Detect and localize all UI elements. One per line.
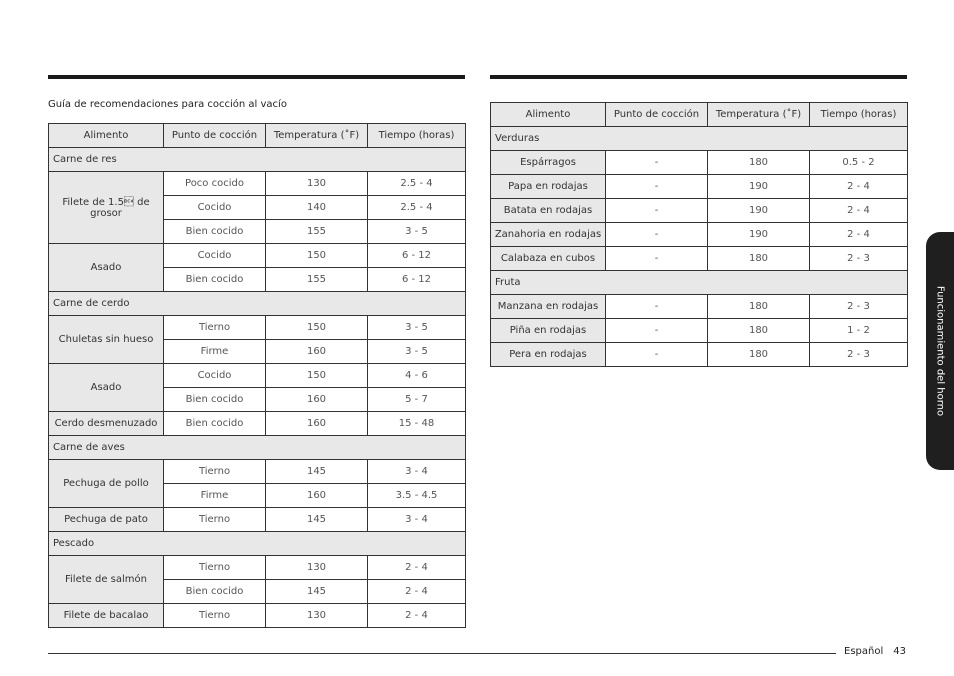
doneness-cell: Tierno xyxy=(164,460,266,484)
food-name: Chuletas sin hueso xyxy=(49,316,164,364)
doneness-cell: Cocido xyxy=(164,364,266,388)
category-label: Carne de cerdo xyxy=(49,292,466,316)
food-name: Pera en rodajas xyxy=(491,343,606,367)
doneness-cell: Tierno xyxy=(164,556,266,580)
sous-vide-meat-table xyxy=(48,123,466,628)
food-name: Piña en rodajas xyxy=(491,319,606,343)
left-header-rule xyxy=(48,75,465,79)
time-cell: 4 - 6 xyxy=(368,364,466,388)
temperature-cell: 150 xyxy=(266,244,368,268)
temperature-cell: 160 xyxy=(266,340,368,364)
time-cell: 6 - 12 xyxy=(368,268,466,292)
time-cell: 2 - 4 xyxy=(368,604,466,628)
page-number: 43 xyxy=(893,646,906,657)
food-name: Zanahoria en rodajas xyxy=(491,223,606,247)
column-header: Punto de cocción xyxy=(606,103,708,127)
food-name: Manzana en rodajas xyxy=(491,295,606,319)
temperature-cell: 130 xyxy=(266,172,368,196)
temperature-cell: 180 xyxy=(708,247,810,271)
time-cell: 2 - 4 xyxy=(368,556,466,580)
food-name: Pechuga de pollo xyxy=(49,460,164,508)
food-name: Filete de bacalao xyxy=(49,604,164,628)
column-header: Tiempo (horas) xyxy=(368,124,466,148)
doneness-cell: - xyxy=(606,175,708,199)
doneness-cell: Poco cocido xyxy=(164,172,266,196)
table-row xyxy=(491,343,908,367)
column-header: Temperatura (˚F) xyxy=(266,124,368,148)
time-cell: 2 - 4 xyxy=(368,580,466,604)
time-cell: 2 - 3 xyxy=(810,247,908,271)
time-cell: 2.5 - 4 xyxy=(368,196,466,220)
temperature-cell: 130 xyxy=(266,604,368,628)
table-row xyxy=(491,295,908,319)
column-header: Tiempo (horas) xyxy=(810,103,908,127)
time-cell: 3 - 4 xyxy=(368,508,466,532)
food-name: Cerdo desmenuzado xyxy=(49,412,164,436)
doneness-cell: Cocido xyxy=(164,244,266,268)
table-row xyxy=(49,364,466,388)
time-cell: 2 - 3 xyxy=(810,343,908,367)
table-caption: Guía de recomendaciones para cocción al vacío xyxy=(48,99,287,110)
doneness-cell: - xyxy=(606,319,708,343)
doneness-cell: Tierno xyxy=(164,316,266,340)
temperature-cell: 155 xyxy=(266,268,368,292)
food-name: Pechuga de pato xyxy=(49,508,164,532)
temperature-cell: 190 xyxy=(708,175,810,199)
temperature-cell: 180 xyxy=(708,319,810,343)
category-label: Carne de aves xyxy=(49,436,466,460)
page-footer xyxy=(844,646,906,657)
table-row xyxy=(491,175,908,199)
time-cell: 2.5 - 4 xyxy=(368,172,466,196)
time-cell: 0.5 - 2 xyxy=(810,151,908,175)
time-cell: 2 - 4 xyxy=(810,175,908,199)
footer-language: Español xyxy=(844,646,884,657)
time-cell: 2 - 3 xyxy=(810,295,908,319)
doneness-cell: Firme xyxy=(164,484,266,508)
category-label: Fruta xyxy=(491,271,908,295)
food-name: Filete de salmón xyxy=(49,556,164,604)
doneness-cell: - xyxy=(606,199,708,223)
table-row xyxy=(49,604,466,628)
category-row xyxy=(491,271,908,295)
table-header-row xyxy=(491,103,908,127)
temperature-cell: 190 xyxy=(708,199,810,223)
temperature-cell: 150 xyxy=(266,364,368,388)
table-row xyxy=(49,460,466,484)
doneness-cell: - xyxy=(606,247,708,271)
food-name: Batata en rodajas xyxy=(491,199,606,223)
doneness-cell: Bien cocido xyxy=(164,412,266,436)
table-row xyxy=(49,412,466,436)
food-name: Asado xyxy=(49,244,164,292)
category-row xyxy=(49,436,466,460)
temperature-cell: 190 xyxy=(708,223,810,247)
category-row xyxy=(49,292,466,316)
time-cell: 3 - 5 xyxy=(368,220,466,244)
column-header: Alimento xyxy=(491,103,606,127)
time-cell: 2 - 4 xyxy=(810,199,908,223)
table-row xyxy=(49,172,466,196)
doneness-cell: - xyxy=(606,151,708,175)
right-header-rule xyxy=(490,75,907,79)
time-cell: 3 - 4 xyxy=(368,460,466,484)
doneness-cell: Cocido xyxy=(164,196,266,220)
time-cell: 2 - 4 xyxy=(810,223,908,247)
category-label: Pescado xyxy=(49,532,466,556)
footer-rule xyxy=(48,653,836,654)
temperature-cell: 150 xyxy=(266,316,368,340)
temperature-cell: 160 xyxy=(266,412,368,436)
table-row xyxy=(491,151,908,175)
doneness-cell: Tierno xyxy=(164,508,266,532)
table-row xyxy=(49,244,466,268)
sous-vide-produce-table xyxy=(490,102,908,367)
doneness-cell: Bien cocido xyxy=(164,388,266,412)
doneness-cell: - xyxy=(606,343,708,367)
category-row xyxy=(49,148,466,172)
food-name: Asado xyxy=(49,364,164,412)
table-header-row xyxy=(49,124,466,148)
temperature-cell: 180 xyxy=(708,151,810,175)
food-name: Filete de 1.5 de grosor xyxy=(49,172,164,244)
table-row xyxy=(491,247,908,271)
table-row xyxy=(49,316,466,340)
doneness-cell: - xyxy=(606,223,708,247)
doneness-cell: Bien cocido xyxy=(164,268,266,292)
temperature-cell: 145 xyxy=(266,580,368,604)
category-label: Verduras xyxy=(491,127,908,151)
side-tab-label: Funcionamiento del horno xyxy=(934,285,946,417)
time-cell: 3 - 5 xyxy=(368,316,466,340)
temperature-cell: 155 xyxy=(266,220,368,244)
temperature-cell: 140 xyxy=(266,196,368,220)
category-row xyxy=(49,532,466,556)
time-cell: 3 - 5 xyxy=(368,340,466,364)
doneness-cell: Firme xyxy=(164,340,266,364)
temperature-cell: 180 xyxy=(708,343,810,367)
food-name: Espárragos xyxy=(491,151,606,175)
table-row xyxy=(49,508,466,532)
temperature-cell: 160 xyxy=(266,484,368,508)
doneness-cell: Bien cocido xyxy=(164,220,266,244)
doneness-cell: Tierno xyxy=(164,604,266,628)
category-row xyxy=(491,127,908,151)
table-row xyxy=(49,556,466,580)
time-cell: 6 - 12 xyxy=(368,244,466,268)
temperature-cell: 160 xyxy=(266,388,368,412)
food-name: Calabaza en cubos xyxy=(491,247,606,271)
temperature-cell: 180 xyxy=(708,295,810,319)
food-name: Papa en rodajas xyxy=(491,175,606,199)
time-cell: 5 - 7 xyxy=(368,388,466,412)
temperature-cell: 145 xyxy=(266,508,368,532)
category-label: Carne de res xyxy=(49,148,466,172)
column-header: Temperatura (˚F) xyxy=(708,103,810,127)
time-cell: 1 - 2 xyxy=(810,319,908,343)
column-header: Alimento xyxy=(49,124,164,148)
table-row xyxy=(491,199,908,223)
time-cell: 15 - 48 xyxy=(368,412,466,436)
temperature-cell: 145 xyxy=(266,460,368,484)
doneness-cell: Bien cocido xyxy=(164,580,266,604)
time-cell: 3.5 - 4.5 xyxy=(368,484,466,508)
temperature-cell: 130 xyxy=(266,556,368,580)
table-row xyxy=(491,319,908,343)
section-side-tab xyxy=(926,232,954,470)
column-header: Punto de cocción xyxy=(164,124,266,148)
doneness-cell: - xyxy=(606,295,708,319)
table-row xyxy=(491,223,908,247)
